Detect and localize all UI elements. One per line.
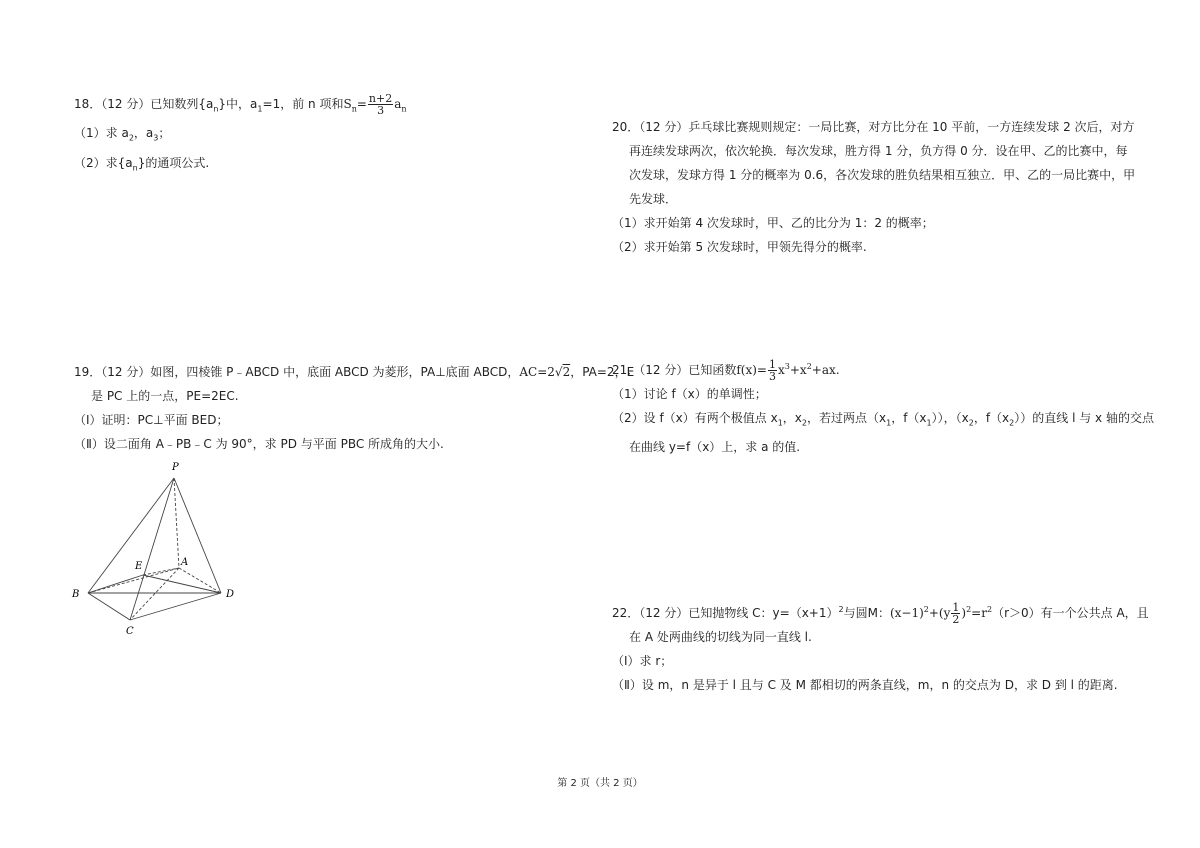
edge-pc [130, 478, 174, 620]
question-19 [74, 360, 634, 456]
q18-stem: 18．（12 分）已知数列$\{a_n\}$中，$a_1=1$，前 n 项和$S_n=$ $\frac{n+2}{3}$ $a_n$ [74, 92, 407, 117]
q18-part2: （2）求$\{a_n\}$的通项公式. [74, 155, 210, 173]
q19-line2: 是 PC 上的一点，PE=2EC. [91, 389, 239, 403]
q21-part2: （2）设 f（x）有两个极值点 $x_1$，$x_2$，若过两点（$x_1$，$f(x_1)$），（$x_2$，$f(x_2)$）的直线 l 与 x 轴的交点 [612, 411, 1154, 428]
q21-formula: f(x)= $\frac{1}{3}$ $x^3+x^2+ax$. [736, 358, 840, 383]
edge-pa [174, 478, 179, 568]
edge-cd [130, 593, 221, 620]
q18-part1: （1）求 $a_2$，$a_3$； [74, 126, 171, 143]
q20-line4: 先发球． [629, 192, 678, 206]
edge-pb [88, 478, 174, 593]
label-b: B [72, 589, 80, 600]
label-d: D [226, 589, 235, 600]
edge-ad [179, 568, 221, 593]
q22-line2: 在 A 处两曲线的切线为同一直线 l. [629, 630, 812, 644]
pyramid-figure [68, 456, 248, 646]
edge-bc [88, 593, 130, 620]
q20-part1: （1）求开始第 4 次发球时，甲、乙的比分为 1：2 的概率； [612, 216, 934, 230]
q21-part1: （1）讨论 f（x）的单调性； [612, 387, 767, 401]
q21-line3: 在曲线 y=f（x）上，求 a 的值. [629, 440, 801, 455]
q22-part1: （Ⅰ）求 r； [612, 654, 673, 668]
q19-line1: 19．（12 分）如图，四棱锥 P﹣ABCD 中，底面 ABCD 为菱形，PA⊥底面 ABCD，AC=2√2，PA=2，E [74, 365, 635, 379]
question-20 [612, 115, 1135, 259]
label-p: P [172, 462, 179, 473]
q20-line3: 次发球，发球方得 1 分的概率为 0.6，各次发球的胜负结果相互独立．甲、乙的一局比赛中，甲 [629, 168, 1136, 182]
q22-circle-eq: $(x-1)^2+(y$ $\frac{1}{2}$ )$^2=r^2$ [889, 601, 993, 626]
q20-part2: （2）求开始第 5 次发球时，甲领先得分的概率. [612, 240, 867, 254]
q19-part2: （Ⅱ）设二面角 A﹣PB﹣C 为 90°，求 PD 与平面 PBC 所成角的大小. [74, 437, 444, 451]
question-22 [612, 598, 1149, 697]
question-18 [74, 92, 407, 180]
q19-ac-formula: AC=2√2 [519, 365, 571, 379]
label-c: C [126, 626, 134, 637]
q22-stem: 22．（12 分）已知抛物线 C：$y=(x+1)^2$与圆M：$(x-1)^2+(y$ $\frac{1}{2}$ )$^2=r^2(r>0)$有一个公共点 A，且 [612, 601, 1149, 626]
edge-pd [174, 478, 221, 593]
edge-ed [143, 575, 221, 593]
page-footer: 第 2 页（共 2 页） [557, 778, 643, 789]
diag-ac [130, 568, 179, 620]
label-a: A [181, 557, 189, 568]
q22-part2: （Ⅱ）设 m，n 是异于 l 且与 C 及 M 都相切的两条直线，m，n 的交点为 D，求 D 到 l 的距离. [612, 678, 1118, 692]
edge-ea [143, 568, 179, 575]
question-21 [612, 355, 1154, 459]
q18-formula: $S_n=$ $\frac{n+2}{3}$ $a_n$ [343, 92, 407, 117]
edge-eb [88, 575, 143, 593]
q19-part1: （Ⅰ）证明：PC⊥平面 BED； [74, 413, 229, 427]
q20-line1: 20．（12 分）乒乓球比赛规则规定：一局比赛，对方比分在 10 平前，一方连续发球 2 次后，对方 [612, 120, 1135, 134]
q20-line2: 再连续发球两次，依次轮换．每次发球，胜方得 1 分，负方得 0 分．设在甲、乙的比赛中，每 [629, 144, 1128, 158]
label-e: E [135, 561, 143, 572]
q21-stem: 21．（12 分）已知函数f(x)= $\frac{1}{3}$ $x^3+x^2+ax$. [612, 358, 840, 383]
